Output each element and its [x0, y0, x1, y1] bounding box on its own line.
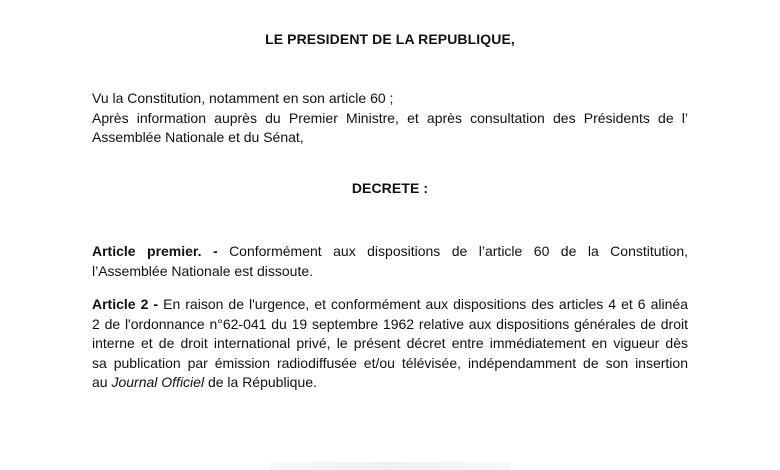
- article-1-line-2: l’Assemblée Nationale est dissoute.: [92, 262, 314, 279]
- article-2-text-1: En raison de l'urgence, et conformément aux dispositions des articles 4 et 6 alinéa: [158, 296, 688, 312]
- faint-footer-mark: [270, 462, 510, 470]
- article-2-line-4: sa publication par émission radiodiffusée et/ou télévisée, indépendamment de son insertion: [92, 354, 688, 371]
- article-2-line-5-post: de la République.: [204, 374, 317, 390]
- preamble-line-1: Vu la Constitution, notamment en son article 60 ;: [92, 90, 394, 106]
- article-1: [92, 242, 688, 281]
- article-2-line-3: interne et de droit international privé, le présent décret entre immédiatement en vigueur dès: [92, 335, 688, 351]
- article-2-line-2: 2 de l'ordonnance n°62-041 du 19 septembre 1962 relative aux dispositions générales de droit: [92, 315, 688, 332]
- preamble: [92, 89, 688, 148]
- article-2-line-1: [92, 295, 688, 315]
- decree-heading: DECRETE :: [351, 180, 429, 196]
- preamble-line-3: Assemblée Nationale et du Sénat,: [92, 129, 304, 145]
- journal-officiel-text: Journal Officiel: [111, 374, 205, 390]
- article-2-line-5-pre: au: [92, 374, 112, 390]
- article-1-text-1: Conformément aux dispositions de l’article 60 de la Constitution,: [217, 243, 688, 259]
- preamble-line-2: Après information auprès du Premier Ministre, et après consultation des Présidents de l’: [92, 109, 688, 126]
- article-1-line-1: [92, 242, 688, 262]
- document-title: LE PRESIDENT DE LA REPUBLIQUE,: [265, 31, 515, 47]
- article-2-line-5: [92, 373, 688, 393]
- article-1-label: Article premier. -: [92, 243, 218, 259]
- article-2: [92, 295, 688, 393]
- article-2-label: Article 2 -: [92, 296, 159, 312]
